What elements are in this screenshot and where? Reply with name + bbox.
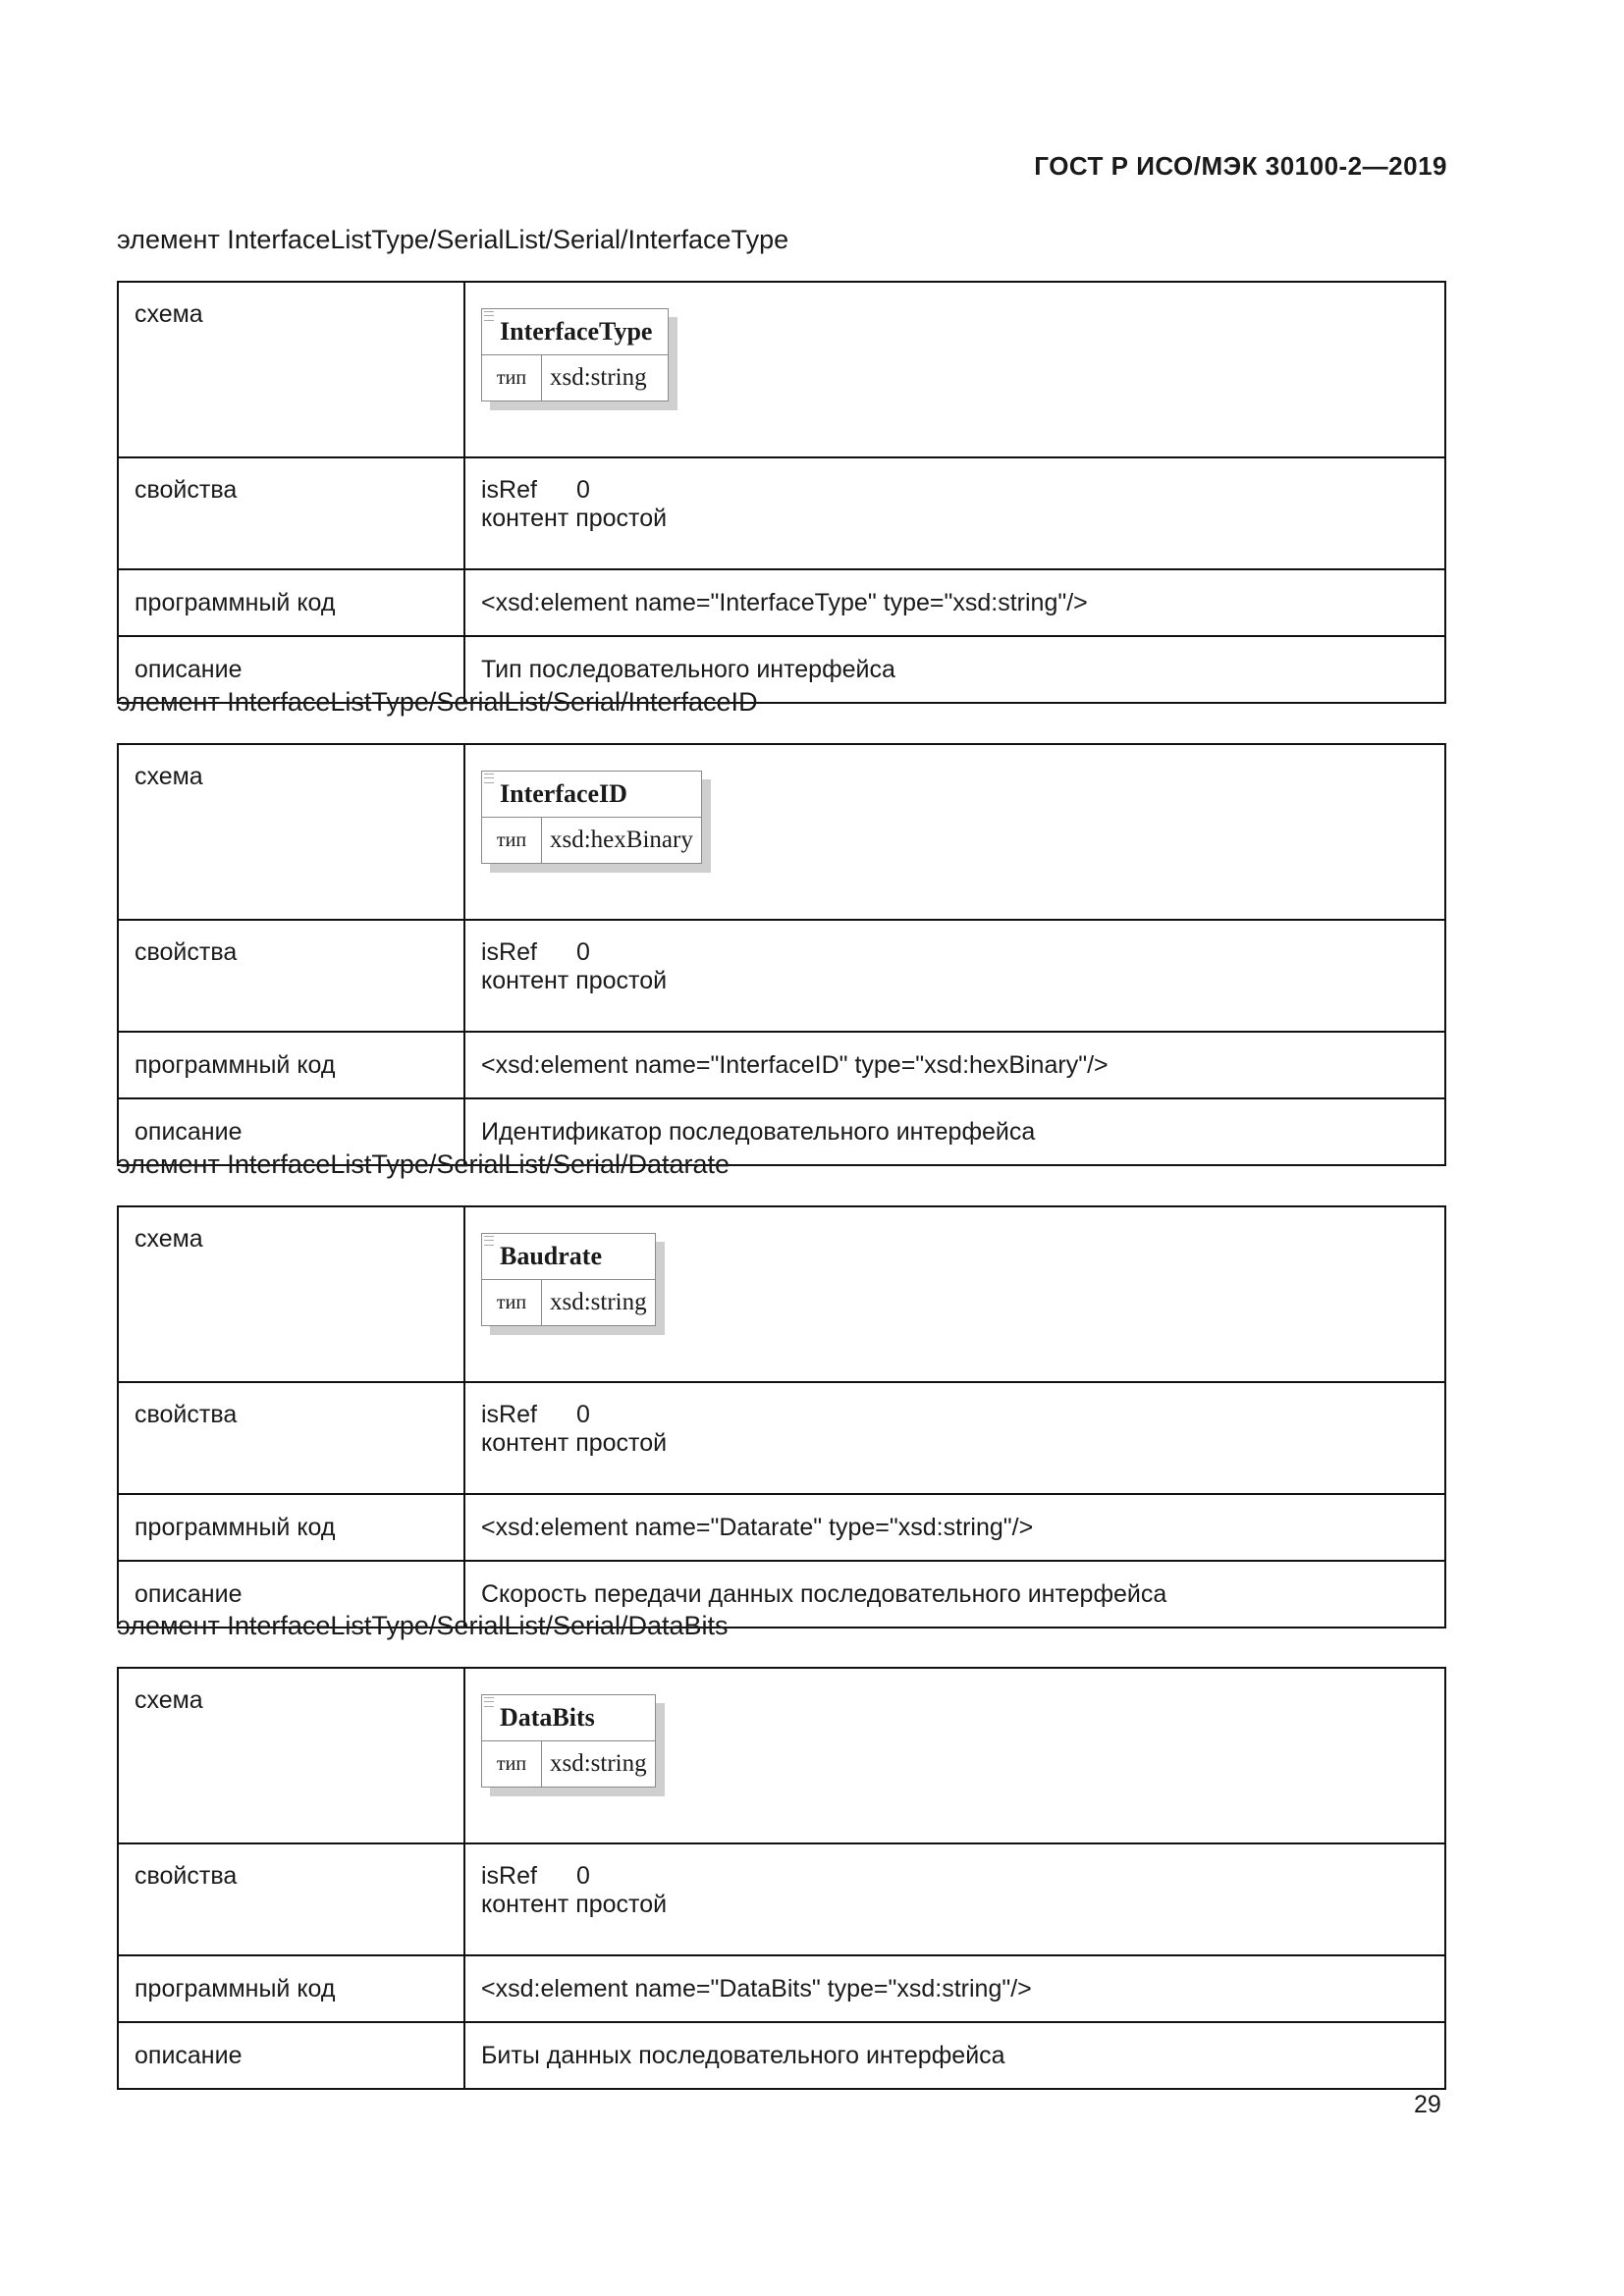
document-standard-header: ГОСТ Р ИСО/МЭК 30100-2—2019 bbox=[1034, 151, 1447, 181]
properties-cell bbox=[464, 457, 1445, 569]
code-label: программный код bbox=[118, 1494, 464, 1561]
section-title: элемент InterfaceListType/SerialList/Serial/InterfaceID bbox=[117, 687, 758, 717]
description-label: описание bbox=[118, 1098, 464, 1165]
code-row bbox=[118, 1494, 1445, 1561]
element-icon bbox=[484, 1236, 494, 1246]
element-icon bbox=[484, 774, 494, 783]
isref-value: 0 bbox=[575, 1401, 590, 1428]
description-label: описание bbox=[118, 636, 464, 703]
schema-cell bbox=[464, 744, 1445, 920]
schema-cell bbox=[464, 1668, 1445, 1843]
schema-cell bbox=[464, 1206, 1445, 1382]
page-number: 29 bbox=[1414, 2091, 1441, 2118]
schema-row bbox=[118, 744, 1445, 920]
schema-type-label: тип bbox=[482, 1280, 542, 1325]
content-type: контент простой bbox=[481, 967, 668, 994]
properties-cell bbox=[464, 1382, 1445, 1494]
element-icon bbox=[484, 1697, 494, 1707]
schema-diagram bbox=[481, 771, 702, 864]
isref-key: isRef bbox=[481, 1862, 537, 1890]
schema-diagram bbox=[481, 308, 669, 401]
code-label: программный код bbox=[118, 1032, 464, 1098]
schema-row bbox=[118, 282, 1445, 457]
schema-diagram bbox=[481, 1233, 656, 1326]
schema-cell bbox=[464, 282, 1445, 457]
properties-label: свойства bbox=[118, 1843, 464, 1955]
content-type: контент простой bbox=[481, 505, 668, 532]
schema-label: схема bbox=[118, 1206, 464, 1382]
schema-element-name: DataBits bbox=[482, 1695, 655, 1741]
code-row bbox=[118, 1955, 1445, 2022]
element-section bbox=[117, 1608, 1446, 2090]
element-spec-table bbox=[117, 281, 1446, 704]
schema-type-row bbox=[482, 1280, 655, 1325]
schema-element-name: InterfaceType bbox=[482, 309, 668, 355]
isref-value: 0 bbox=[575, 1862, 590, 1890]
description-value: Скорость передачи данных последовательного интерфейса bbox=[464, 1561, 1445, 1628]
properties-label: свойства bbox=[118, 1382, 464, 1494]
code-label: программный код bbox=[118, 1955, 464, 2022]
code-value: <xsd:element name="Datarate" type="xsd:string"/> bbox=[464, 1494, 1445, 1561]
schema-type-value: xsd:string bbox=[550, 364, 647, 391]
description-row bbox=[118, 2022, 1445, 2089]
properties-cell bbox=[464, 920, 1445, 1032]
schema-row bbox=[118, 1206, 1445, 1382]
element-spec-table bbox=[117, 1667, 1446, 2090]
isref-value: 0 bbox=[575, 938, 590, 966]
schema-row bbox=[118, 1668, 1445, 1843]
content-type: контент простой bbox=[481, 1891, 668, 1918]
description-value: Тип последовательного интерфейса bbox=[464, 636, 1445, 703]
properties-row bbox=[118, 457, 1445, 569]
properties-label: свойства bbox=[118, 457, 464, 569]
schema-diagram bbox=[481, 1694, 656, 1788]
element-section bbox=[117, 1147, 1446, 1629]
properties-row bbox=[118, 920, 1445, 1032]
code-value: <xsd:element name="InterfaceType" type="xsd:string"/> bbox=[464, 569, 1445, 636]
element-section bbox=[117, 684, 1446, 1166]
schema-type-row bbox=[482, 1741, 655, 1787]
element-spec-table bbox=[117, 743, 1446, 1166]
element-section bbox=[117, 222, 1446, 704]
element-icon bbox=[484, 311, 494, 321]
schema-label: схема bbox=[118, 282, 464, 457]
schema-type-label: тип bbox=[482, 355, 542, 400]
section-title: элемент InterfaceListType/SerialList/Serial/InterfaceType bbox=[117, 225, 789, 254]
element-spec-table bbox=[117, 1205, 1446, 1629]
description-label: описание bbox=[118, 2022, 464, 2089]
schema-type-row bbox=[482, 818, 701, 863]
description-value: Биты данных последовательного интерфейса bbox=[464, 2022, 1445, 2089]
schema-type-value: xsd:hexBinary bbox=[550, 827, 693, 853]
code-value: <xsd:element name="InterfaceID" type="xsd:hexBinary"/> bbox=[464, 1032, 1445, 1098]
schema-type-label: тип bbox=[482, 1741, 542, 1787]
properties-label: свойства bbox=[118, 920, 464, 1032]
properties-cell bbox=[464, 1843, 1445, 1955]
schema-type-row bbox=[482, 355, 668, 400]
section-title: элемент InterfaceListType/SerialList/Serial/DataBits bbox=[117, 1611, 729, 1640]
isref-value: 0 bbox=[575, 476, 590, 504]
isref-key: isRef bbox=[481, 1401, 537, 1428]
section-title: элемент InterfaceListType/SerialList/Serial/Datarate bbox=[117, 1149, 731, 1179]
isref-key: isRef bbox=[481, 476, 537, 504]
properties-row bbox=[118, 1382, 1445, 1494]
code-row bbox=[118, 569, 1445, 636]
schema-type-label: тип bbox=[482, 818, 542, 863]
properties-row bbox=[118, 1843, 1445, 1955]
schema-element-name: InterfaceID bbox=[482, 772, 701, 818]
content-type: контент простой bbox=[481, 1429, 668, 1457]
code-row bbox=[118, 1032, 1445, 1098]
code-label: программный код bbox=[118, 569, 464, 636]
code-value: <xsd:element name="DataBits" type="xsd:string"/> bbox=[464, 1955, 1445, 2022]
schema-label: схема bbox=[118, 1668, 464, 1843]
schema-label: схема bbox=[118, 744, 464, 920]
schema-type-value: xsd:string bbox=[550, 1289, 647, 1315]
schema-type-value: xsd:string bbox=[550, 1750, 647, 1777]
schema-element-name: Baudrate bbox=[482, 1234, 655, 1280]
description-value: Идентификатор последовательного интерфейса bbox=[464, 1098, 1445, 1165]
description-label: описание bbox=[118, 1561, 464, 1628]
isref-key: isRef bbox=[481, 938, 537, 966]
